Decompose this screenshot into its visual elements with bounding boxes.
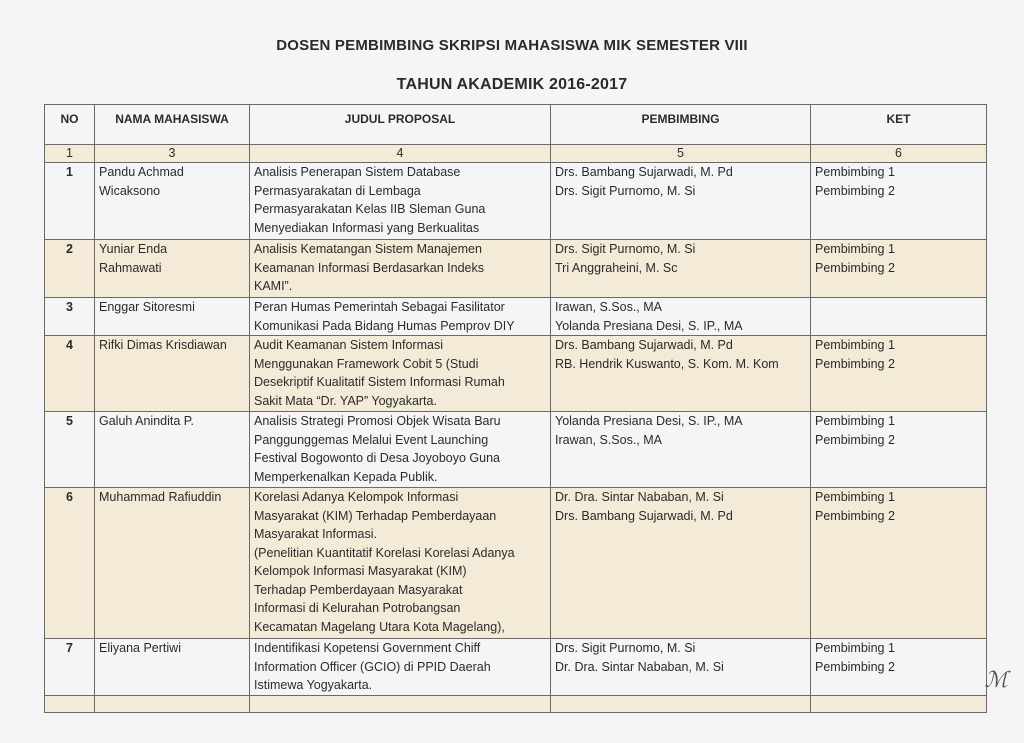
proposal-title-line: Desekriptif Kualitatif Sistem Informasi Rumah — [254, 375, 505, 389]
supervisor-role-line: Pembimbing 1 — [815, 641, 895, 655]
table-row — [45, 412, 987, 488]
proposal-title-line: Komunikasi Pada Bidang Humas Pemprov DIY — [254, 318, 515, 333]
supervisors-line: Drs. Sigit Purnomo, M. Si — [555, 183, 696, 198]
supervisors-line: Irawan, S.Sos., MA — [555, 432, 662, 447]
supervisors-line: Drs. Bambang Sujarwadi, M. Pd — [555, 338, 733, 352]
header-no: NO — [45, 105, 95, 145]
supervisors-line: Drs. Bambang Sujarwadi, M. Pd — [555, 508, 733, 523]
supervisors-line: Dr. Dra. Sintar Nababan, M. Si — [555, 490, 724, 504]
row-number: 7 — [45, 639, 95, 696]
supervisors-line: Irawan, S.Sos., MA — [555, 300, 662, 314]
proposal-title-line: Kecamatan Magelang Utara Kota Magelang), — [254, 619, 505, 634]
proposal-title-line: Audit Keamanan Sistem Informasi — [254, 338, 443, 352]
supervisors-line: Yolanda Presiana Desi, S. IP., MA — [555, 318, 743, 333]
supervisors — [551, 412, 811, 488]
proposal-title-line: (Penelitian Kuantitatif Korelasi Korelasi Adanya — [254, 545, 515, 560]
table-row — [45, 298, 987, 336]
supervisor-role-line: Pembimbing 2 — [815, 260, 895, 275]
proposal-title — [250, 163, 551, 240]
student-name — [95, 412, 250, 488]
proposal-title-line: Panggunggemas Melalui Event Launching — [254, 432, 489, 447]
proposal-title-line: Korelasi Adanya Kelompok Informasi — [254, 490, 459, 504]
supervisors — [551, 336, 811, 412]
supervisors-line: Drs. Bambang Sujarwadi, M. Pd — [555, 165, 733, 179]
supervisors-line: Yolanda Presiana Desi, S. IP., MA — [555, 414, 743, 428]
proposal-title — [250, 488, 551, 639]
supervisor-table — [44, 104, 987, 713]
student-name — [95, 240, 250, 298]
supervisor-role — [811, 412, 987, 488]
empty-cell — [551, 696, 811, 713]
proposal-title — [250, 336, 551, 412]
column-number: 3 — [95, 145, 250, 163]
row-number: 3 — [45, 298, 95, 336]
student-name — [95, 639, 250, 696]
header-judul-proposal: JUDUL PROPOSAL — [250, 105, 551, 145]
proposal-title-line: Information Officer (GCIO) di PPID Daerah — [254, 659, 491, 674]
proposal-title-line: Indentifikasi Kopetensi Government Chiff — [254, 641, 481, 655]
proposal-title-line: Masyarakat (KIM) Terhadap Pemberdayaan — [254, 508, 497, 523]
supervisors-line: Drs. Sigit Purnomo, M. Si — [555, 641, 696, 655]
supervisors-line: Drs. Sigit Purnomo, M. Si — [555, 242, 696, 256]
student-name — [95, 336, 250, 412]
proposal-title-line: Festival Bogowonto di Desa Joyoboyo Guna — [254, 451, 500, 465]
column-number: 6 — [811, 145, 987, 163]
supervisor-role-line: Pembimbing 1 — [815, 165, 895, 179]
supervisor-role-line: Pembimbing 1 — [815, 242, 895, 256]
supervisor-role — [811, 163, 987, 240]
student-name-line: Rifki Dimas Krisdiawan — [99, 338, 227, 352]
document-title: DOSEN PEMBIMBING SKRIPSI MAHASISWA MIK SEMESTER VIII — [276, 37, 748, 54]
supervisor-role-line: Pembimbing 2 — [815, 356, 895, 371]
supervisor-role-line: Pembimbing 2 — [815, 659, 895, 674]
supervisors — [551, 298, 811, 336]
proposal-title-line: Keamanan Informasi Berdasarkan Indeks — [254, 260, 484, 275]
proposal-title-line: Menyediakan Informasi yang Berkualitas — [254, 220, 480, 235]
column-number: 4 — [250, 145, 551, 163]
table-row — [45, 163, 987, 240]
supervisor-role-line: Pembimbing 2 — [815, 183, 895, 198]
proposal-title — [250, 298, 551, 336]
proposal-title-line: KAMI”. — [254, 279, 293, 293]
proposal-title-line: Istimewa Yogyakarta. — [254, 678, 373, 692]
student-name-line: Galuh Anindita P. — [99, 414, 194, 428]
empty-cell — [250, 696, 551, 713]
empty-cell — [811, 696, 987, 713]
supervisors — [551, 639, 811, 696]
row-number: 2 — [45, 240, 95, 298]
supervisor-role-line: Pembimbing 1 — [815, 338, 895, 352]
proposal-title-line: Permasyarakatan Kelas IIB Sleman Guna — [254, 202, 486, 216]
supervisor-role-line: Pembimbing 2 — [815, 432, 895, 447]
student-name-line: Rahmawati — [99, 260, 162, 275]
header-nama-mahasiswa: NAMA MAHASISWA — [95, 105, 250, 145]
proposal-title — [250, 412, 551, 488]
academic-year-title: TAHUN AKADEMIK 2016-2017 — [396, 76, 628, 93]
supervisors-line: Dr. Dra. Sintar Nababan, M. Si — [555, 659, 724, 674]
empty-cell — [45, 696, 95, 713]
student-name-line: Pandu Achmad — [99, 165, 184, 179]
column-number: 5 — [551, 145, 811, 163]
supervisors — [551, 163, 811, 240]
table-row — [45, 240, 987, 298]
handwritten-mark: ℳ — [984, 668, 1008, 693]
row-number: 5 — [45, 412, 95, 488]
student-name-line: Eliyana Pertiwi — [99, 641, 181, 655]
proposal-title-line: Permasyarakatan di Lembaga — [254, 183, 421, 198]
proposal-title-line: Masyarakat Informasi. — [254, 527, 377, 541]
student-name-line: Enggar Sitoresmi — [99, 300, 195, 314]
empty-cell — [95, 696, 250, 713]
proposal-title-line: Analisis Kematangan Sistem Manajemen — [254, 242, 482, 256]
row-number: 4 — [45, 336, 95, 412]
empty-row — [45, 696, 987, 713]
proposal-title-line: Terhadap Pemberdayaan Masyarakat — [254, 582, 463, 597]
student-name-line: Wicaksono — [99, 183, 161, 198]
supervisors-line: RB. Hendrik Kuswanto, S. Kom. M. Kom — [555, 356, 779, 371]
supervisor-role — [811, 298, 987, 336]
proposal-title-line: Memperkenalkan Kepada Publik. — [254, 469, 438, 484]
supervisors-line: Tri Anggraheini, M. Sc — [555, 260, 678, 275]
supervisor-role-line: Pembimbing 1 — [815, 490, 895, 504]
student-name-line: Muhammad Rafiuddin — [99, 490, 222, 504]
supervisor-role — [811, 336, 987, 412]
proposal-title-line: Peran Humas Pemerintah Sebagai Fasilitator — [254, 300, 505, 314]
proposal-title-line: Sakit Mata “Dr. YAP” Yogyakarta. — [254, 393, 437, 408]
column-number: 1 — [45, 145, 95, 163]
header-row — [45, 105, 987, 145]
supervisor-role — [811, 639, 987, 696]
header-ket: KET — [811, 105, 987, 145]
proposal-title — [250, 639, 551, 696]
student-name-line: Yuniar Enda — [99, 242, 168, 256]
table-row — [45, 639, 987, 696]
row-number: 1 — [45, 163, 95, 240]
proposal-title-line: Kelompok Informasi Masyarakat (KIM) — [254, 564, 467, 578]
supervisor-role — [811, 488, 987, 639]
proposal-title-line: Analisis Penerapan Sistem Database — [254, 165, 461, 179]
student-name — [95, 163, 250, 240]
proposal-title-line: Analisis Strategi Promosi Objek Wisata Baru — [254, 414, 501, 428]
student-name — [95, 488, 250, 639]
supervisors — [551, 240, 811, 298]
table-row — [45, 488, 987, 639]
header-pembimbing: PEMBIMBING — [551, 105, 811, 145]
table-row — [45, 336, 987, 412]
supervisor-role — [811, 240, 987, 298]
row-number: 6 — [45, 488, 95, 639]
proposal-title — [250, 240, 551, 298]
supervisor-role-line: Pembimbing 1 — [815, 414, 895, 428]
column-number-row — [45, 145, 987, 163]
supervisors — [551, 488, 811, 639]
supervisor-role-line: Pembimbing 2 — [815, 508, 895, 523]
student-name — [95, 298, 250, 336]
proposal-title-line: Informasi di Kelurahan Potrobangsan — [254, 601, 461, 615]
proposal-title-line: Menggunakan Framework Cobit 5 (Studi — [254, 356, 479, 371]
